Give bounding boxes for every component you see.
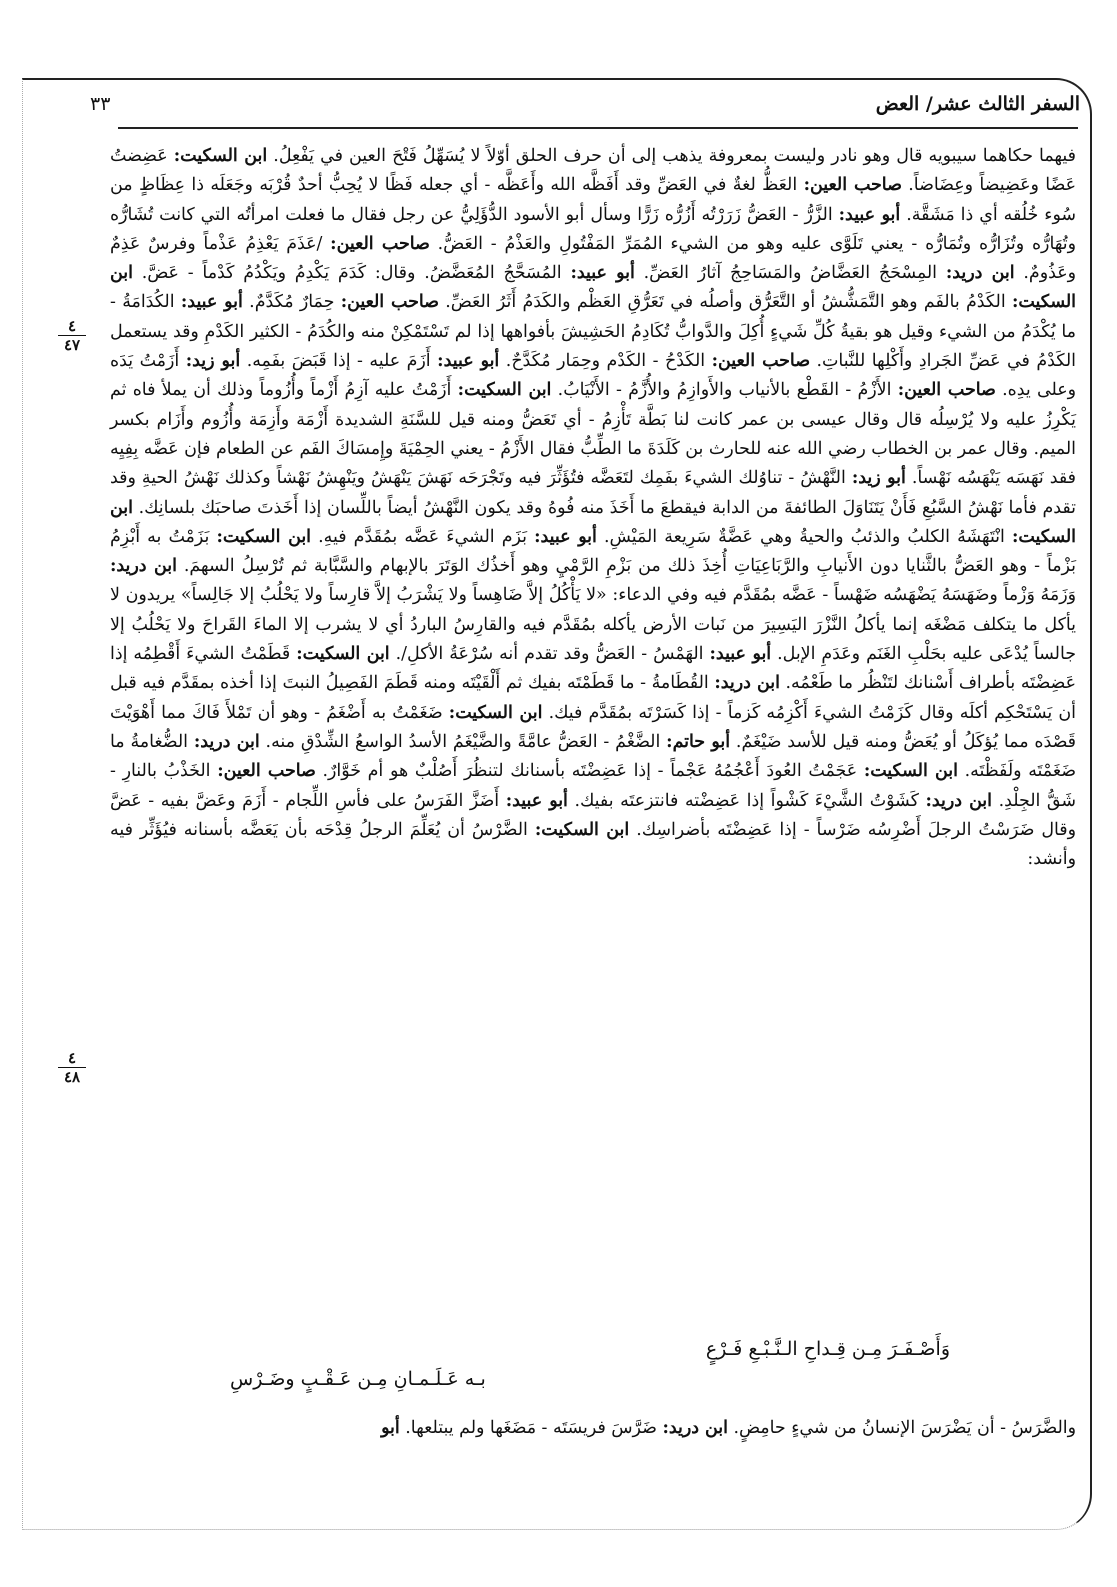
paragraph — [110, 142, 1076, 874]
text-run: والضَّرَسُ - أن يَضْرَسَ الإنسانُ من شيءٍ حامِضٍ. — [727, 1418, 1076, 1438]
source-attribution: أبو — [381, 1418, 400, 1438]
source-attribution: صاحب العين: — [711, 351, 810, 372]
text-run: الضُّغامةُ ما ضَغَمْتَه ولَفَظْتَه. — [110, 731, 1076, 782]
text-run: النَّهْشُ - تناوُلك الشيءَ بفَمِك لتَعَضَّه فتُؤَثِّرَ فيه وتَجْرَحَه نَهَشَ يَنْهَشُ ويَنْهِشُ نَهْشاً وكذلك نَهْشُ الحيةِ وقد تقدم فأما نَهْشُ السَّبُعِ فَأَنْ يَتَنَاوَلَ الطائفةَ من الدابة فيقطعَ ما أَخَذَ منه فُوهُ وقد يكون النَّهْشُ أيضاً باللِّسان إذا أَخَذتَ صاحبَك بلسانِك. — [110, 468, 1076, 518]
text-run: قَطَمْتُ الشيءَ أَقْطِمُه إذا عَضِضْتَه بأطراف أَسْنانك لتَنْظُر ما طَعْمُه. — [110, 644, 1076, 694]
margin-note-bottom: ٤٧ — [63, 336, 81, 354]
source-attribution: صاحب العين: — [897, 380, 996, 401]
text-run: الكَدْحُ - الكَدْم وحِمَار مُكَدَّحٌ. — [499, 351, 712, 372]
running-title: السفر الثالث عشر/ العض — [875, 93, 1080, 115]
source-attribution: أبو عبيد: — [570, 263, 635, 284]
text-run: القُطَامةُ - ما قَطَمْتَه بفيك ثم أَلْقَيْتَه ومنه قَطَمَ الفَصِيلُ النبتَ إذا أخذه بمقَدَّم فيه قبل أن يَسْتَحْكِم أكلَه وقال كَزَمْتُ الشيءَ أَكْزِمُه كَزماً - إذا كَسَرْتَه بمُقَدَّم فيك. — [110, 673, 1076, 723]
source-attribution: ابن السكيت: — [863, 761, 958, 782]
text-run: الزَّرُّ - العَضُّ زَرَرْتُه أَزُرُّه زَرًّا وسأل أبو الأسود الدُّؤَلِيُّ عن رجل فقال ما فعلت امرأتُه التي كانت تُشَارُّه وتُهَارُّه وتُزَارُّه وتُمَارُّه - يعني تَلَوَّى عليه وهو من الشيء المُمَرِّ المَفْتُولِ والعَذْمُ - العَضُّ. — [110, 204, 1077, 254]
margin-note-bottom: ٤٨ — [63, 1068, 81, 1086]
source-attribution: أبو عبيد: — [709, 644, 772, 665]
text-run: عَجَمْتُ العُودَ أَعْجُمُهُ عَجْماً - إذا عَضِضْتَه بأسنانك لتنظُرَ أَصُلْبٌ هو أم خَوَّارٌ. — [315, 761, 864, 782]
text-run: أَضَزَّ الفَرَسُ على فأسِ اللِّجام - أَزَمَ وعَضَّ بفيه - عَضَّ وقال ضَرَسْتُ الرجلَ أَضْرِسُه ضَرْساً - إذا عَضِضْتَه بأضراسِك. — [110, 790, 1077, 840]
text-run: الكَدْمُ بالفَم وهو التَّمَشُّشُ أو التَّعَرُّق وأصلُه في تَعَرُّقِ العَظْم والكَدَمُ أَثَرُ العَضِّ. — [438, 292, 1013, 313]
verse-first-hemistich: وَأَصْـفَـرَ مِـن قِـداحِ الـنَّـبْـعِ فَـرْعٍ — [705, 1338, 950, 1360]
text-run: فيهما حكاهما سيبويه قال وهو نادر وليست بمعروفة يذهب إلى أن حرف الحلق أوّلاً لا يُسَهِّلُ فَتْحَ العين في يَفْعِلُ. — [267, 146, 1076, 166]
text-run: بَزَمْتُ به أَبْزِمُ بَزْماً - وهو العَضُّ بالثَّنايا دون الأَنيابِ والرَّبَاعِيَاتِ أُخِذَ ذلك من بَزْمِ الرَّمْيِ وهو أَخذُك الوَتَرَ بالإبهام والسَّبَّابة ثم تُرْسِلُ السهمَ. — [110, 526, 1076, 577]
text-run: حِمَارٌ مُكَدَّمٌ. — [242, 292, 341, 313]
source-attribution: ابن دريد: — [193, 731, 260, 752]
text-run: ضَرَّسَ فريسَتَه - مَضَغَها ولم يبتلعها. — [399, 1418, 663, 1438]
source-attribution: أبو حاتم: — [666, 731, 731, 752]
source-attribution: ابن دريد: — [945, 263, 1015, 284]
source-attribution: ابن السكيت: — [110, 263, 1077, 313]
margin-note-top: ٤ — [67, 1049, 77, 1067]
text-run: الضَّرْسُ أن يُعَلِّمَ الرجلُ قِدْحَه بأن يَعَضَّه بأسنانه فيُؤَثِّر فيه وأنشد: — [110, 819, 1076, 870]
source-attribution: ابن دريد: — [662, 1418, 728, 1438]
text-run: العَظُّ لغةٌ في العَضِّ وقد أَفَظَّه الله وأَعَظَّه - أي جعله فَظًا لا يُحِبُّ أحدٌ قُرْبَه وجَعَلَه ذا عِظَاظٍ من سُوء خُلُقه أي ذا مَشَقَّة. — [110, 175, 1076, 225]
margin-note-48 — [54, 1050, 90, 1085]
text-run: انْتَهَشَهُ الكلبُ والذئبُ والحيةُ وهي عَضَّةٌ سَرِيعة المَيْشِ. — [596, 526, 1012, 547]
source-attribution: أبو عبيد: — [534, 526, 597, 547]
text-run: الأَزْمُ - القَطْع بالأنياب والأَوازِمُ والأُزَّمُ - الأَنْيَابُ. — [551, 380, 898, 401]
source-attribution: ابن السكيت: — [173, 146, 268, 166]
closing-line — [110, 1414, 1076, 1443]
text-run: وَزَمَهُ وَزْماً وضَهَسَهُ يَضْهَسُه ضَهْساً - عَضَّه بمُقَدَّم فيه وفي الدعاء: «لا يَأْكُلُ إلاَّ ضَاهِساً ولا يَشْرَبُ إلاَّ قارِساً ولا يَحْلُبُ إلا جَالِساً» يريدون لا يأكل ما يتكلف مَضْغَه إنما يأكلُ النَّزْرَ اليَسِيرَ من نَبات الأرض يأكله بمُقَدَّم فيه والقارِسُ الباردُ أي لا يشرب إلا الماءَ القَراحَ ولا يَحْلُبُ إلا جالساً يُدْعَى عليه بحَلْبِ الغَنَم وعَدَمِ الإبل. — [110, 585, 1076, 665]
verse-second-hemistich: بـه عَـلَـمـانِ مِـن عَـقْـبٍ وضَـرْسِ — [230, 1368, 486, 1390]
text-run: عَضِضتُ عَضًا وعَضِيضاً وعِضَاضاً. — [110, 146, 1077, 196]
text-run: الهَمْسُ - العَضُّ وقد تقدم أنه سُرْعَةُ الأكلِ/. — [389, 644, 710, 665]
page-number: ٣٣ — [90, 93, 111, 115]
source-attribution: صاحب العين: — [217, 761, 316, 782]
text-run: أَزَمْتُ يَدَه وعلى يدِه. — [110, 351, 1076, 401]
source-attribution: ابن السكيت: — [457, 380, 552, 401]
source-attribution: أبو عبيد: — [505, 790, 568, 811]
source-attribution: أبو عبيد: — [180, 292, 243, 313]
margin-note-top: ٤ — [67, 317, 77, 335]
running-header — [90, 84, 1080, 124]
source-attribution: ابن دريد: — [110, 556, 177, 577]
source-attribution: ابن دريد: — [925, 790, 992, 811]
text-run: المِسْحَجُ العَضَّاضُ والمَسَاحِجُ آثارُ العَضِّ. — [634, 263, 946, 284]
text-run: بَزَم الشيءَ عَضَّه بمُقَدَّم فيهِ. — [311, 526, 535, 547]
text-run: الكُدَامَةُ - ما يُكْدَمُ من الشيء وقيل هو بقيةُ كُلِّ شَيءٍ أُكِلَ والدَّوابُّ تُكَادِمُ الحَشِيشَ بأفواهها إذا لم تَسْتَمْكِنْ منه والكُدَمُ - الكثير الكَدْمِ وقد يستعمل الكَدْمُ في عَضِّ الجَرادِ وأَكْلِها للنَّباتِ. — [110, 292, 1077, 372]
text-run: الضَّغْمُ - العَضُّ عامَّةً والضَّيْغَمُ الأسدُ الواسعُ الشِّدْقِ منه. — [259, 731, 667, 752]
text-run: ضَغَمْتُ به أَضْغَمُ - وهو أن تَمْلأَ فَاكَ مما أَهْوَيْتَ قَصْدَه مما يُؤكَلُ أو يُعَضُّ ومنه قيل للأسد ضَيْغَمٌ. — [110, 702, 1076, 752]
text-run: الخَذْبُ بالنارِ - شَقُّ الجِلْدِ. — [110, 761, 1076, 811]
source-attribution: ابن السكيت: — [296, 644, 390, 665]
source-attribution: ابن السكيت: — [110, 497, 1076, 547]
body-text — [110, 142, 1076, 874]
margin-note-47 — [54, 318, 90, 353]
poetry-verse — [230, 1338, 950, 1408]
source-attribution: أبو زيد: — [851, 468, 906, 489]
source-attribution: أبو عبيد: — [437, 351, 500, 372]
source-attribution: ابن السكيت: — [216, 526, 311, 547]
source-attribution: صاحب العين: — [803, 175, 902, 196]
source-attribution: ابن السكيت: — [534, 819, 630, 840]
text-run: المُسَحَّجُ المُعَضَّضُ. وقال: كَدَمَ يَكْدِمُ ويَكْدُمُ كَدْماً - عَضَّ. — [132, 263, 571, 284]
text-run: أَزَمْتُ عليه آزِمُ أَزْماً وأُزُوماً وذلك أن يملأ فاه ثم يَكْرِزُ عليه ولا يُرْسِلُه قال وقال عيسى بن عمر كانت لنا بَطَّة تَأْزِمُ - أي تَعَضُّ ومنه قيل للسَّنَةِ الشديدة أَزْمَة وأَزِمَة وأُزُوم وأَزَام بكسر الميم. وقال عمر بن الخطاب رضي الله عنه للحارث بن كَلَدَةَ ما الطِّبُّ فقال الأَزْمُ - يعني الحِمْيَةَ وإِمسَاكَ الفَم عن الطعام فإن عَضَّه بِفِيِه فقد نَهَسَه يَنْهَسُه نَهْساً. — [110, 380, 1076, 489]
header-rule — [118, 127, 1078, 129]
source-attribution: صاحب العين: — [340, 292, 439, 313]
text-run: أَزَمَ عليه - إذا قَبَضَ بفَمِه. — [240, 351, 438, 372]
text-run: /عَذَمَ يَعْذِمُ عَذْماً وفرسٌ عَذِمٌ وعَذُومٌ. — [110, 233, 1076, 284]
source-attribution: أبو عبيد: — [838, 204, 901, 225]
source-attribution: صاحب العين: — [330, 233, 430, 254]
text-run: كَشَوْتُ الشَّيْءَ كَشْواً إذا عَضِضْته فانتزعتَه بفيك. — [567, 790, 926, 811]
source-attribution: ابن دريد: — [714, 673, 780, 694]
source-attribution: ابن السكيت: — [448, 702, 543, 723]
source-attribution: أبو زيد: — [185, 351, 241, 372]
